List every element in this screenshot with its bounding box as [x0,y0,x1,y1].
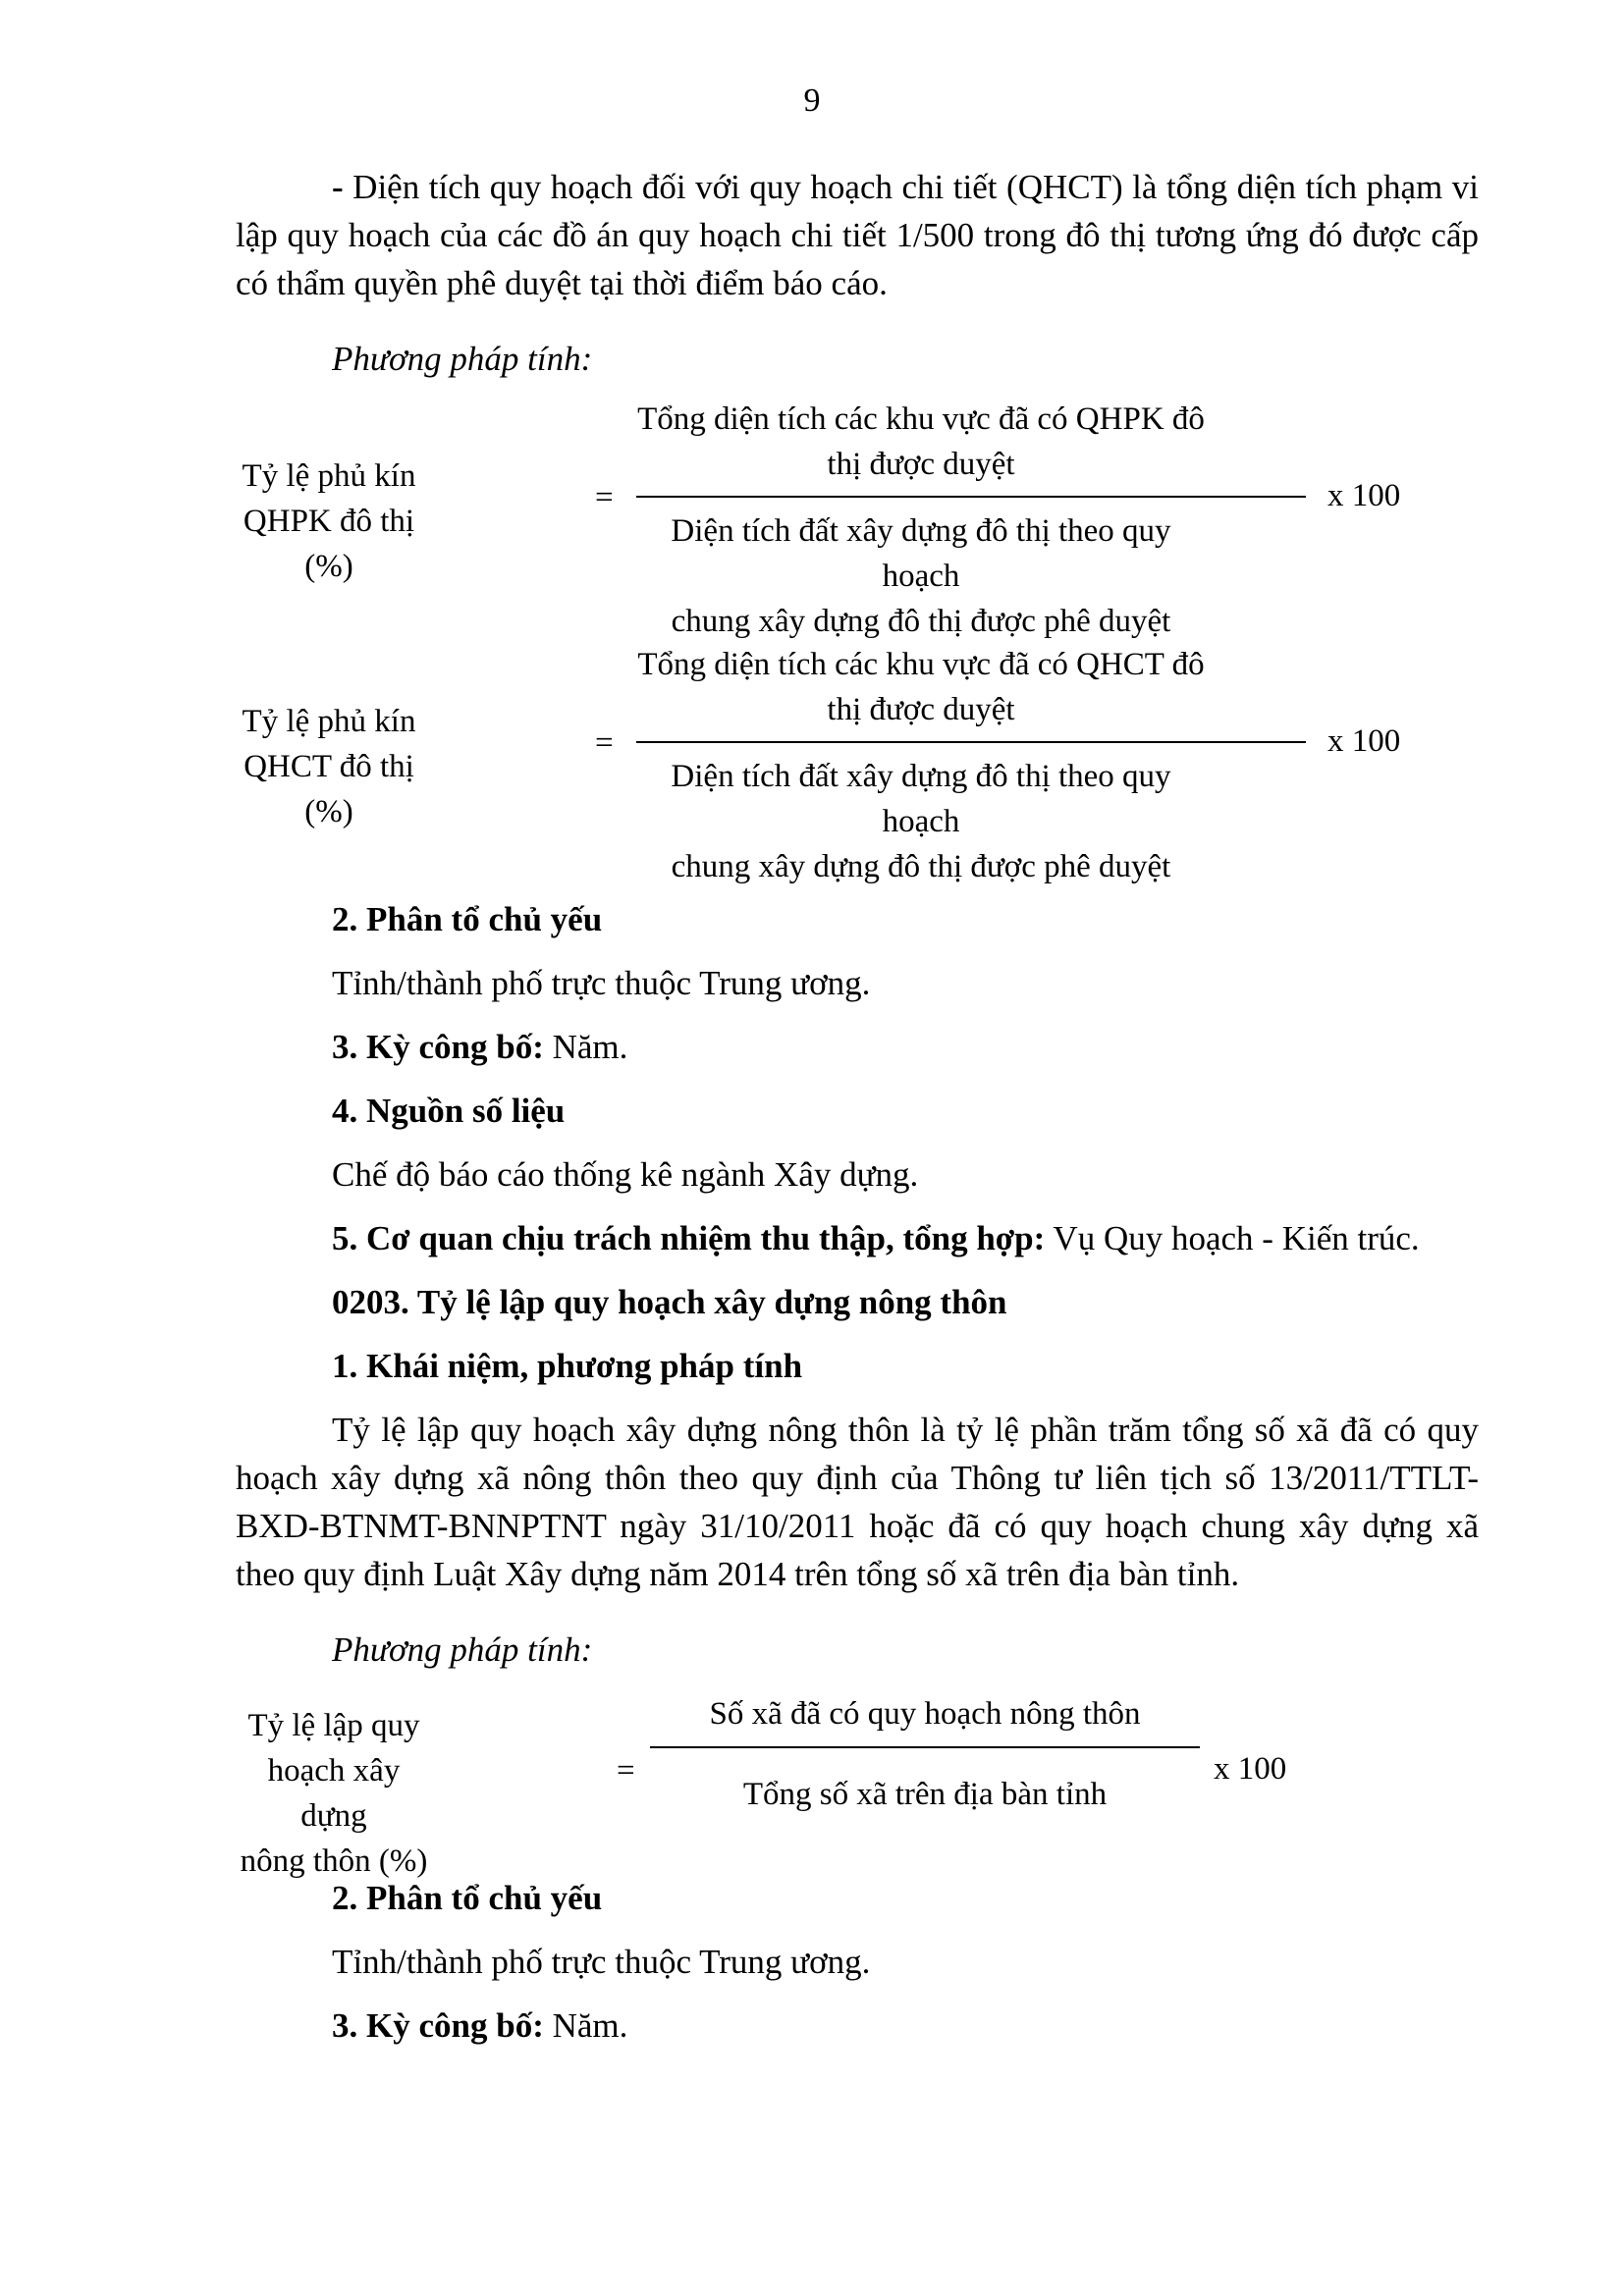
fraction-bar [636,496,1306,498]
section-heading-inline [236,1214,1479,1262]
formula-label-line: Tỷ lệ phủ kín [242,704,416,739]
multiplier: x 100 [1327,723,1401,759]
section-heading [236,1342,1479,1390]
equals-sign: = [595,480,614,515]
section-heading-inline [236,1023,1479,1071]
method-label [236,335,1479,383]
section-heading-inline [236,2002,1479,2050]
denominator-line: Diện tích đất xây dựng đô thị theo quy hoạch [671,759,1171,839]
indicator-heading [236,1278,1479,1326]
section-heading-text: 3. Kỳ công bố: [332,2006,544,2045]
denominator-line: Diện tích đất xây dựng đô thị theo quy hoạch [671,513,1171,594]
page-number: 9 [803,82,821,119]
formula-qhct-coverage [236,642,1479,884]
denominator-line: chung xây dựng đô thị được phê duyệt [671,849,1171,884]
numerator-line: thị được duyệt [827,692,1015,727]
section-heading-text: 2. Phân tổ chủ yếu [332,1879,603,1917]
section-text: Chế độ báo cáo thống kê ngành Xây dựng. [332,1155,919,1194]
equals-sign: = [595,725,614,761]
equals-sign: = [617,1753,635,1789]
formula-label-line: nông thôn (%) [240,1843,428,1879]
denominator-line: chung xây dựng đô thị được phê duyệt [671,604,1171,639]
section-value: Năm. [543,2006,628,2045]
formula-qhpk-coverage [236,397,1479,639]
formula-label-line: hoạch xây dựng [267,1753,401,1834]
section-heading-text: 1. Khái niệm, phương pháp tính [332,1347,803,1385]
section-heading-text: 5. Cơ quan chịu trách nhiệm thu thập, tổng hợp: [332,1219,1046,1257]
section-text: Tỉnh/thành phố trực thuộc Trung ương. [332,1943,871,1981]
section-text: Tỉnh/thành phố trực thuộc Trung ương. [332,964,871,1002]
numerator-line: Tổng diện tích các khu vực đã có QHCT đô [637,647,1205,682]
section-heading-text: 4. Nguồn số liệu [332,1092,566,1130]
formula-label-line: Tỷ lệ phủ kín [242,458,416,494]
fraction-bar [636,741,1306,743]
bullet-dash: - [332,168,344,206]
section-heading [236,895,1479,943]
multiplier: x 100 [1214,1751,1287,1787]
formula-label-line: QHCT đô thị (%) [244,749,414,829]
section-heading-text: 2. Phân tổ chủ yếu [332,900,603,938]
formula-label-line: QHPK đô thị (%) [243,504,415,584]
section-value: Vụ Quy hoạch - Kiến trúc. [1045,1219,1420,1257]
section-value: Năm. [543,1028,628,1066]
fraction-bar [650,1746,1200,1748]
section-heading [236,1087,1479,1135]
numerator-line: Tổng diện tích các khu vực đã có QHPK đô [637,401,1205,437]
formula-label-line: Tỷ lệ lập quy [247,1708,420,1743]
indicator-heading-text: 0203. Tỷ lệ lập quy hoạch xây dựng nông thôn [332,1283,1007,1321]
paragraph-qhct-definition [236,163,1479,307]
denominator-line: Tổng số xã trên địa bàn tỉnh [742,1777,1108,1812]
numerator-line: Số xã đã có quy hoạch nông thôn [709,1696,1141,1732]
paragraph-rural-planning-definition: Tỷ lệ lập quy hoạch xây dựng nông thôn là tỷ lệ phần trăm tổng số xã đã có quy hoạch xây dựng xã nông thôn theo quy định của Thông tư liên tịch số 13/2011/TTLT-BXD-BTNMT-BNNPTNT ngày 31/10/2011 hoặc đã có quy hoạch chung xây dựng xã theo quy định Luật Xây dựng năm 2014 trên tổng số xã trên địa bàn tỉnh. [236,1411,1479,1593]
multiplier: x 100 [1327,478,1401,513]
method-label [236,1626,1479,1674]
formula-rural-planning-rate [236,1691,1479,1879]
page-content [236,163,1479,2050]
section-heading-text: 3. Kỳ công bố: [332,1028,544,1066]
numerator-line: thị được duyệt [827,447,1015,482]
method-label-text: Phương pháp tính: [332,1630,593,1669]
method-label-text: Phương pháp tính: [332,340,593,378]
paragraph-text: Diện tích quy hoạch đối với quy hoạch chi tiết (QHCT) là tổng diện tích phạm vi lập quy hoạch của các đồ án quy hoạch chi tiết 1/500 trong đô thị tương ứng đó được cấp có thẩm quyền phê duyệt tại thời điểm báo cáo. [236,168,1479,302]
